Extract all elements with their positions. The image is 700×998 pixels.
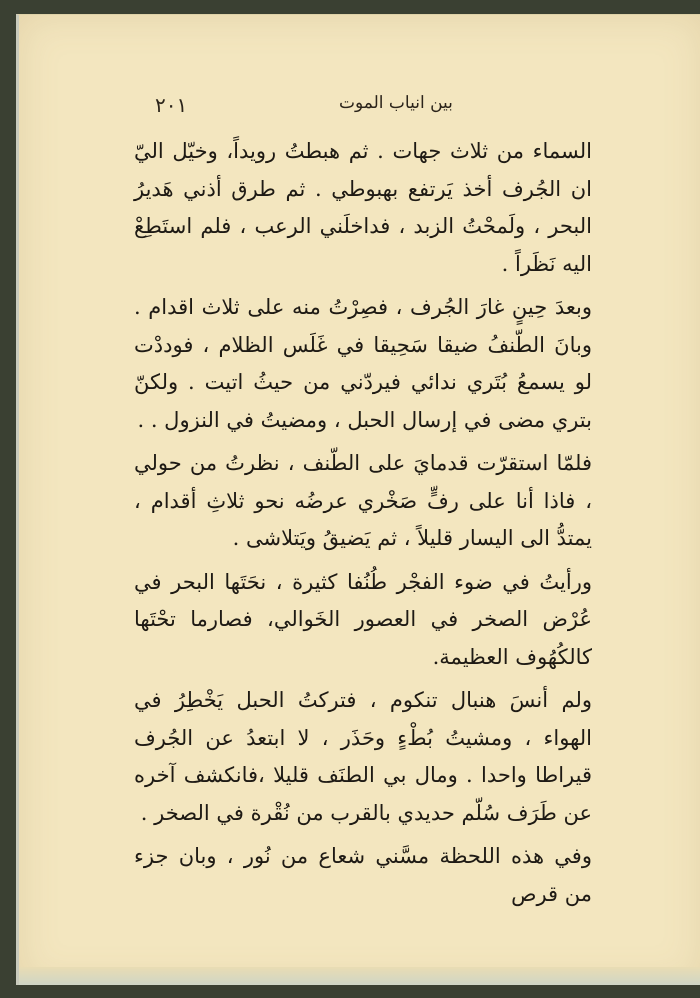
book-page	[16, 14, 700, 985]
paragraph: السماء من ثلاث جهات . ثم هبطتُ رويداً، وخيّل اليّ ان الجُرف أخذ يَرتفع بهبوطي . ثم طرق أذني هَديرُ البحر ، ولَمحْتُ الزبد ، فداخلَني الرعب ، فلم استَطِعْ اليه نَظَراً .	[134, 139, 592, 276]
page-edge	[19, 967, 700, 985]
paragraph: ورأيتُ في ضوء الفجْر طُنُفا كثيرة ، نحَتَها البحر في عُرْض الصخر في العصور الخَوالي، فصارما تحْتَها كالكُهُوف العظيمة.	[134, 569, 592, 669]
page-number: ٢٠١	[155, 93, 188, 117]
paragraph: ولم أنسَ هنبال تنكوم ، فتركتُ الحبل يَخْطِرُ في الهواء ، ومشيتُ بُطْءٍ وحَذَر ، لا ابتعدُ عن الجُرف قيراطا واحدا . ومال بي الطنَف قليلا ،فانكشف آخره عن طَرَف سُلّم حديدي بالقرب من نُقْرة في الصخر .	[134, 688, 592, 825]
paragraph: فلمّا استقرّت قدمايَ على الطّنف ، نظرتُ من حولي ، فاذا أنا على رفٍّ صَخْري عرضُه نحو ثلاثِ أقدام ، يمتدُّ الى اليسار قليلاً ، ثم يَضيقُ ويَتلاشى .	[134, 451, 592, 550]
page-header	[119, 87, 603, 121]
paragraph: وبعدَ حِينٍ غارَ الجُرف ، فصِرْتُ منه على ثلاث اقدام . وبانَ الطّنفُ ضيقا سَحِيقا في غَلَس الظلام ، فوددْت لو يسمعُ بُتَري ندائي فيردّني من حيثُ اتيت . ولكنّ بتري مضى في إرسال الحبل ، ومضيتُ في النزول . .	[134, 295, 592, 432]
body-text	[134, 133, 592, 919]
running-title: بين انياب الموت	[339, 93, 453, 113]
paragraph: وفي هذه اللحظة مسَّني شعاع من نُور ، وبان جزء من قرص	[134, 844, 592, 906]
